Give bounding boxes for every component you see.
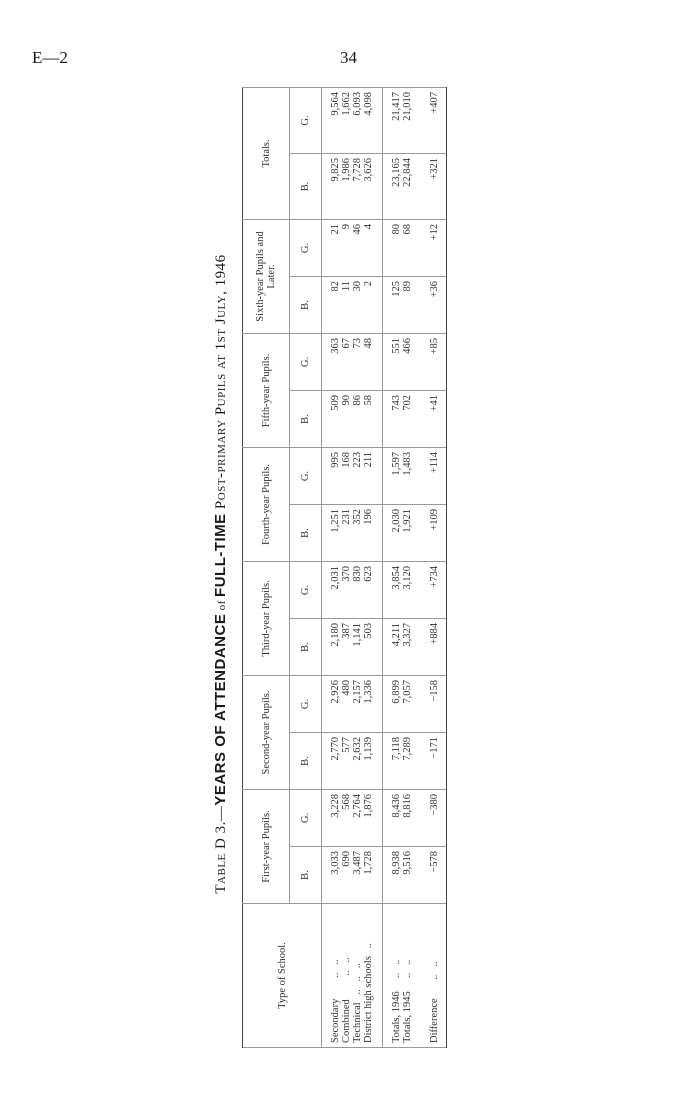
table-cell: 80 [383,219,403,276]
girls-header: G. [290,447,322,504]
table-row [352,87,363,1047]
table-body [322,87,447,1047]
row-label: Difference .. .. [421,904,447,1048]
table-cell: 2,180 [322,619,342,676]
row-label: Technical .. .. .. [352,904,363,1048]
boys-header: B. [290,733,322,790]
table-cell: 480 [341,676,352,733]
table-cell: 4 [363,219,383,276]
table-cell: 231 [341,505,352,562]
table-cell: 1,728 [363,847,383,904]
boys-header: B. [290,619,322,676]
boys-header: B. [290,153,322,219]
table-cell: 1,336 [363,676,383,733]
table-cell: 21,417 [383,87,403,153]
table-row [322,87,342,1047]
group-header: Fourth-year Pupils. [243,447,290,561]
table-cell: 7,728 [352,153,363,219]
table-cell: 9,825 [322,153,342,219]
table-cell: +321 [421,153,447,219]
table-cell: 387 [341,619,352,676]
table-cell: +12 [421,219,447,276]
table-cell: 3,120 [402,562,421,619]
table-cell: +41 [421,390,447,447]
table-cell: 196 [363,505,383,562]
group-header: Sixth-year Pupils and Later. [243,219,290,333]
table-cell: 1,597 [383,447,403,504]
table-cell: −578 [421,847,447,904]
table-cell: 8,938 [383,847,403,904]
table-cell: 551 [383,333,403,390]
table-row [363,87,383,1047]
group-header: Second-year Pupils. [243,676,290,790]
title-prefix: Table D 3.— [213,805,229,894]
table-cell: 1,876 [363,790,383,847]
table-cell: 23,165 [383,153,403,219]
row-label: District high schools .. [363,904,383,1048]
table-cell: 3,487 [352,847,363,904]
table-cell: 1,141 [352,619,363,676]
table-cell: 58 [363,390,383,447]
table-cell: 1,921 [402,505,421,562]
table-cell: 211 [363,447,383,504]
girls-header: G. [290,562,322,619]
boys-header: B. [290,847,322,904]
table-cell: 466 [402,333,421,390]
table-cell: 363 [322,333,342,390]
table-cell: 22,844 [402,153,421,219]
table-cell: 509 [322,390,342,447]
boys-header: B. [290,276,322,333]
table-cell: −158 [421,676,447,733]
table-cell: 623 [363,562,383,619]
table-cell: 3,033 [322,847,342,904]
table-row [341,87,352,1047]
table-cell: 2,764 [352,790,363,847]
rotated-table-block [206,91,454,1048]
group-header: Totals. [243,87,290,219]
table-cell: 2,030 [383,505,403,562]
group-header: First-year Pupils. [243,790,290,904]
table-cell: 370 [341,562,352,619]
table-cell: 995 [322,447,342,504]
table-cell: +36 [421,276,447,333]
table-cell: −171 [421,733,447,790]
table-row [402,87,421,1047]
table-cell: −380 [421,790,447,847]
table-cell: 9,564 [322,87,342,153]
group-header: Fifth-year Pupils. [243,333,290,447]
row-label: Totals, 1945 .. .. [402,904,421,1048]
table-cell: 2,926 [322,676,342,733]
girls-header: G. [290,333,322,390]
table-cell: 90 [341,390,352,447]
table-cell: 1,483 [402,447,421,504]
boys-header: B. [290,390,322,447]
row-label: Secondary .. .. [322,904,342,1048]
title-bold-2: FULL-TIME [212,513,229,597]
table-cell: 2,157 [352,676,363,733]
table-title [206,100,236,1048]
table-cell: 2,632 [352,733,363,790]
table-cell: 568 [341,790,352,847]
table-cell: 4,098 [363,87,383,153]
table-cell: 503 [363,619,383,676]
table-cell: 7,289 [402,733,421,790]
page-code: E—2 [32,48,68,67]
table-cell: 1,986 [341,153,352,219]
boys-header: B. [290,505,322,562]
table-cell: 8,816 [402,790,421,847]
table-cell: +85 [421,333,447,390]
title-rest: Post-primary Pupils at 1st July, 1946 [213,254,229,514]
table-cell: 3,327 [402,619,421,676]
table-cell: 690 [341,847,352,904]
table-cell: 11 [341,276,352,333]
table-cell: 743 [383,390,403,447]
table-cell: +734 [421,562,447,619]
title-bold: YEARS OF ATTENDANCE [212,613,229,806]
table-cell: 3,854 [383,562,403,619]
table-cell: +109 [421,505,447,562]
title-of: of [216,596,228,614]
table-cell: 3,626 [363,153,383,219]
table-cell: 8,436 [383,790,403,847]
table-cell: 48 [363,333,383,390]
page-number: 34 [340,48,357,67]
table-cell: 6,899 [383,676,403,733]
table-cell: 46 [352,219,363,276]
table-cell: 1,251 [322,505,342,562]
table-cell: 7,118 [383,733,403,790]
row-label: Totals, 1946 .. .. [383,904,403,1048]
girls-header: G. [290,790,322,847]
table-cell: 2,770 [322,733,342,790]
type-of-school-header: Type of School. [243,904,322,1048]
table-cell: 30 [352,276,363,333]
girls-header: G. [290,219,322,276]
table-cell: 1,662 [341,87,352,153]
table-cell: 68 [402,219,421,276]
girls-header: G. [290,87,322,153]
table-cell: 73 [352,333,363,390]
table-cell: 89 [402,276,421,333]
table-cell: 702 [402,390,421,447]
table-cell: +884 [421,619,447,676]
table-cell: 1,139 [363,733,383,790]
table-cell: 2 [363,276,383,333]
table-cell: 223 [352,447,363,504]
table-cell: +114 [421,447,447,504]
group-header: Third-year Pupils. [243,562,290,676]
table-cell: 21,010 [402,87,421,153]
table-cell: 7,057 [402,676,421,733]
table-cell: 6,093 [352,87,363,153]
attendance-table [242,87,447,1048]
table-row [383,87,403,1047]
table-cell: 9,516 [402,847,421,904]
table-cell: 4,211 [383,619,403,676]
table-row [421,87,447,1047]
girls-header: G. [290,676,322,733]
table-cell: 577 [341,733,352,790]
table-cell: 168 [341,447,352,504]
table-cell: 125 [383,276,403,333]
table-cell: 830 [352,562,363,619]
table-cell: 67 [341,333,352,390]
table-cell: 3,228 [322,790,342,847]
row-label: Combined .. .. [341,904,352,1048]
table-cell: 9 [341,219,352,276]
table-cell: 86 [352,390,363,447]
table-cell: 21 [322,219,342,276]
table-cell: 82 [322,276,342,333]
table-cell: 2,031 [322,562,342,619]
table-cell: +407 [421,87,447,153]
table-cell: 352 [352,505,363,562]
